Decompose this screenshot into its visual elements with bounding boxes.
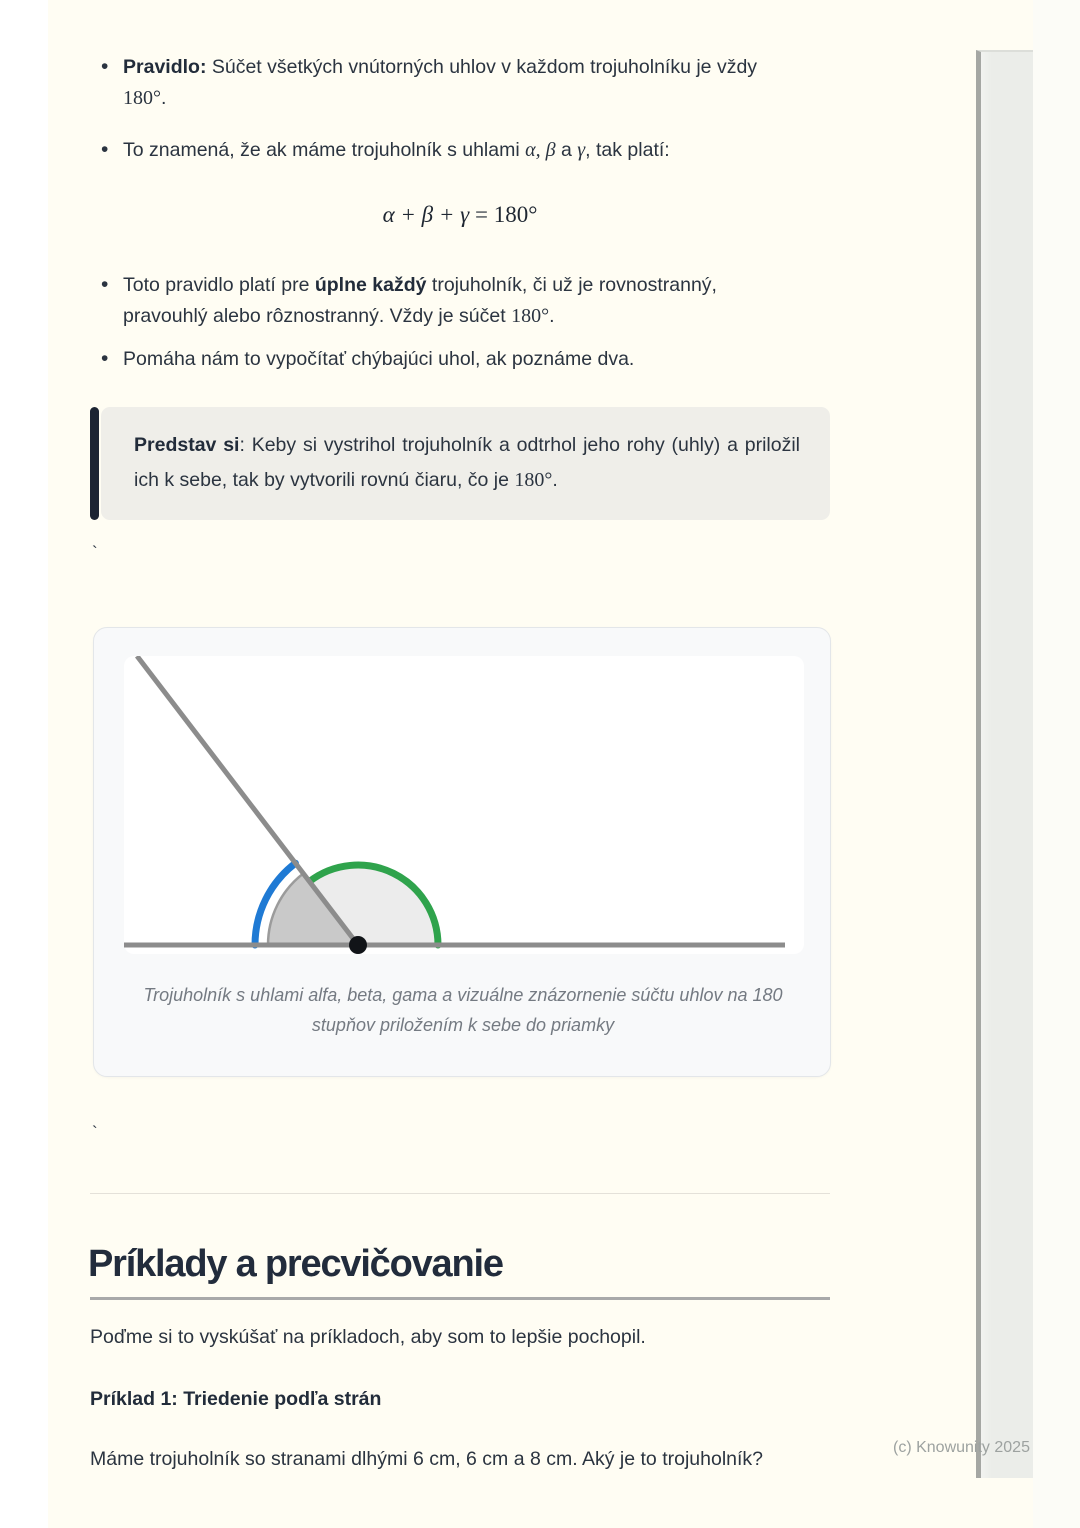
bullet-item-meaning [90, 135, 800, 166]
missing-angle-text: Pomáha nám to vypočítať chýbajúci uhol, ak poznáme dva. [123, 348, 635, 370]
callout-note [90, 407, 830, 520]
right-margin [1033, 0, 1080, 1528]
example-1-question: Máme trojuholník so stranami dlhými 6 cm, 6 cm a 8 cm. Aký je to trojuholník? [90, 1448, 764, 1470]
meaning-greek-gamma: γ [577, 139, 586, 161]
bullet-item-every-triangle [90, 270, 800, 332]
meaning-pre: To znamená, že ak máme trojuholník s uhlami [123, 139, 526, 161]
bullet-item-missing-angle [90, 344, 800, 375]
watermark: (c) Knowunity 2025 [893, 1439, 1030, 1456]
rule-degree-value: 180° [123, 87, 161, 109]
formula-rhs: = 180° [474, 202, 538, 227]
rule-label: Pravidlo: [123, 56, 207, 78]
triangle-diagram-svg [124, 656, 804, 954]
page-edge-panel [976, 50, 1033, 1478]
every-bold: úplne každý [314, 274, 427, 296]
angle-sum-formula [90, 199, 830, 230]
property-bullet-list [90, 270, 800, 387]
meaning-conjunction: a [555, 139, 578, 161]
slant-line [137, 656, 358, 945]
callout-suffix: . [552, 469, 558, 491]
triangle-figure-card [93, 627, 831, 1077]
meaning-greek-alpha-beta: α, β [525, 139, 556, 161]
every-degree-value: 180° [511, 305, 550, 327]
rule-suffix: . [161, 87, 167, 109]
callout-text: : Keby si vystrihol trojuholník a odtrhol jeho rohy (uhly) a priložil ich k sebe, tak by vytvorili rovnú čiaru, čo je [134, 434, 800, 491]
bullet-item-rule [90, 52, 800, 114]
figure-caption: Trojuholník s uhlami alfa, beta, gama a vizuálne znázornenie súčtu uhlov na 180 stupňov priložením k sebe do priamky [143, 985, 783, 1035]
rule-bullet-list [90, 52, 800, 187]
formula-lhs: α + β + γ [382, 202, 475, 227]
section-heading: Príklady a precvičovanie [88, 1243, 503, 1285]
section-intro-paragraph: Poďme si to vyskúšať na príkladoch, aby som to lepšie pochopil. [90, 1326, 646, 1348]
triangle-diagram [124, 656, 804, 954]
rule-text: Súčet všetkých vnútorných uhlov v každom trojuholníku je vždy [206, 56, 758, 78]
stray-backtick-2: ` [92, 1123, 98, 1142]
every-mid: trojuholník, či už je rovnostranný, pravouhlý alebo rôznostranný. Vždy je súčet [123, 274, 717, 327]
callout-label: Predstav si [134, 434, 240, 456]
heading-rule [90, 1297, 830, 1300]
callout-accent-bar [90, 407, 99, 520]
section-divider [90, 1193, 830, 1194]
every-suffix: . [549, 305, 555, 327]
callout-degree-value: 180° [514, 469, 553, 491]
stray-backtick-1: ` [92, 543, 98, 562]
callout-body [101, 407, 830, 520]
meaning-post: , tak platí: [585, 139, 670, 161]
example-1-heading: Príklad 1: Triedenie podľa strán [90, 1388, 382, 1410]
every-pre: Toto pravidlo platí pre [123, 274, 315, 296]
vertex-dot [349, 936, 367, 954]
